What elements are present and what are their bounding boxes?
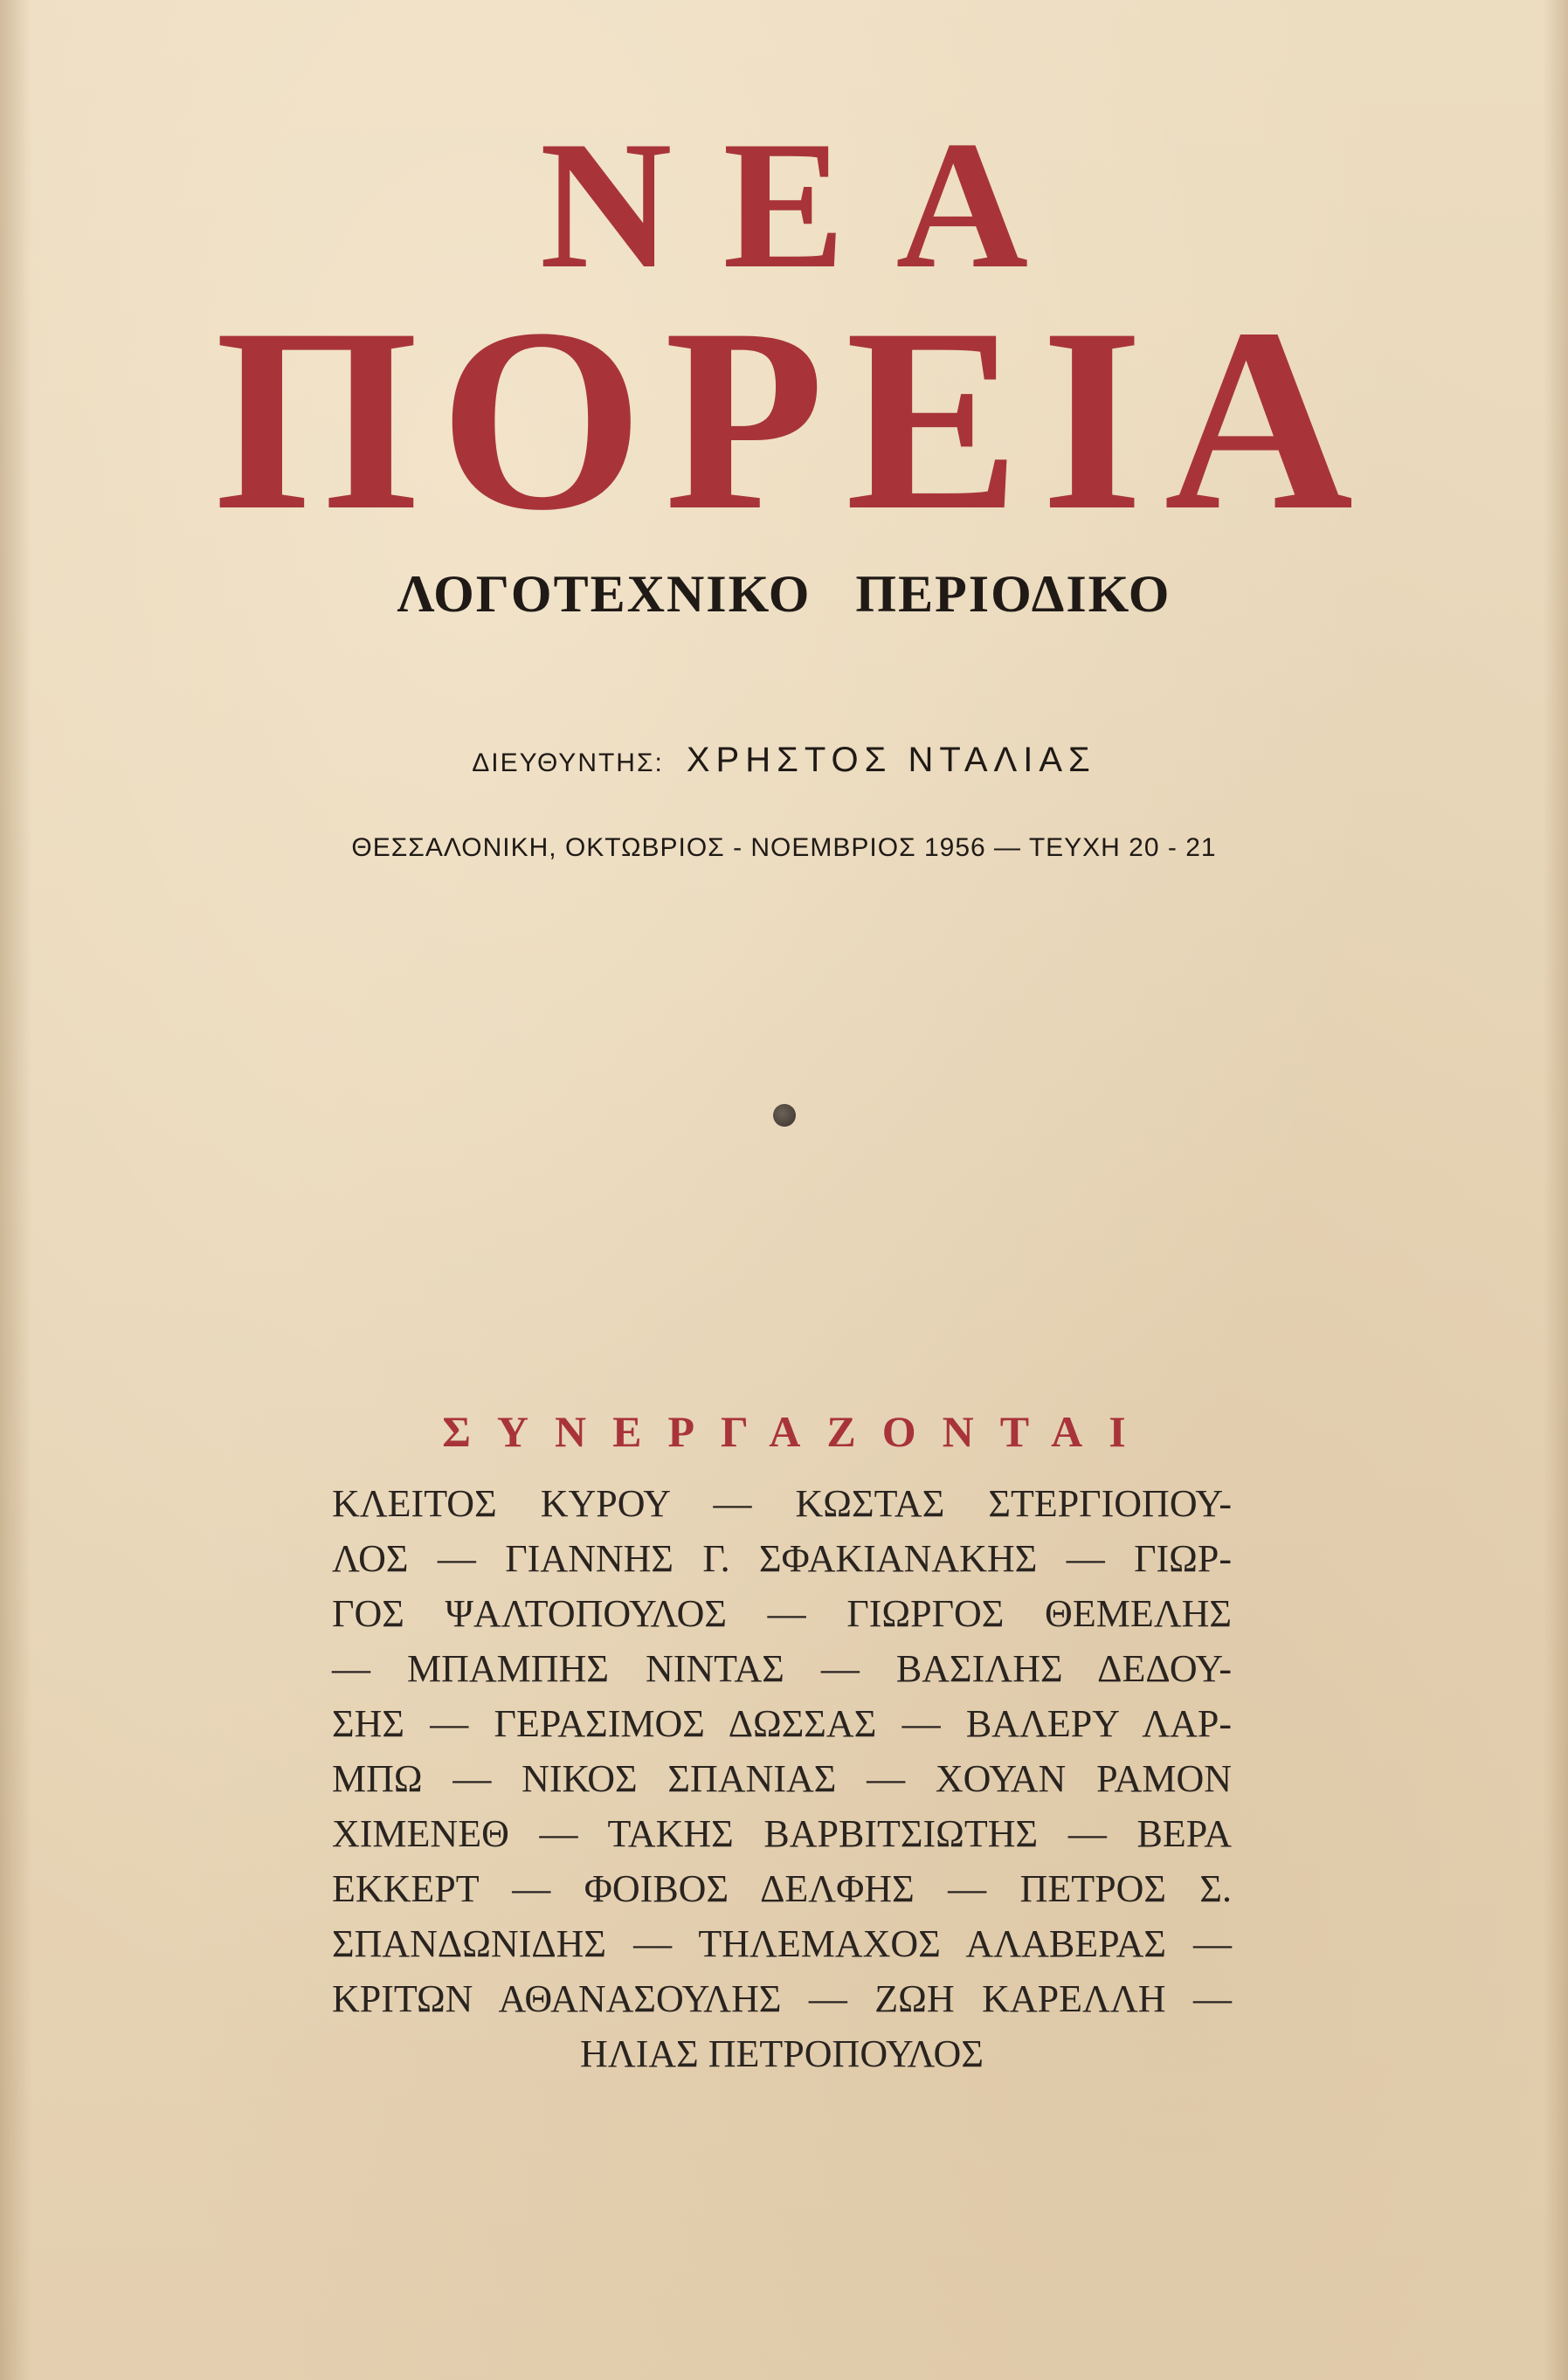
masthead-line-2: ΠΟΡΕΙΑ [214, 274, 1375, 564]
collaborators-line: ΕΚΚΕΡΤ — ΦΟΙΒΟΣ ΔΕΛΦΗΣ — ΠΕΤΡΟΣ Σ. [332, 1867, 1232, 1910]
collaborators-heading: ΣΥΝΕΡΓΑΖΟΝΤΑΙ [442, 1407, 1152, 1456]
collaborators-line: ΓΟΣ ΨΑΛΤΟΠΟΥΛΟΣ — ΓΙΩΡΓΟΣ ΘΕΜΕΛΗΣ [332, 1592, 1232, 1635]
magazine-subtitle: ΛΟΓΟΤΕΧΝΙΚΟ ΠΕΡΙΟΔΙΚΟ [397, 565, 1171, 623]
collaborators-line: ΚΡΙΤΩΝ ΑΘΑΝΑΣΟΥΛΗΣ — ΖΩΗ ΚΑΡΕΛΛΗ — [332, 1977, 1232, 2020]
director-label: ΔΙΕΥΘΥΝΤΗΣ: [472, 748, 664, 777]
director-line [0, 742, 1568, 777]
collaborators-line: ΗΛΙΑΣ ΠΕΤΡΟΠΟΥΛΟΣ [580, 2032, 984, 2075]
director-name: ΧΡΗΣΤΟΣ ΝΤΑΛΙΑΣ [686, 741, 1096, 779]
issue-dateline: ΘΕΣΣΑΛΟΝΙΚΗ, ΟΚΤΩΒΡΙΟΣ - ΝΟΕΜΒΡΙΟΣ 1956 — ΤΕΥΧΗ 20 - 21 [351, 833, 1217, 862]
masthead-line-1: ΝΕΑ [539, 104, 1080, 307]
dot-ornament-icon [773, 1104, 796, 1127]
collaborators-line: ΣΗΣ — ΓΕΡΑΣΙΜΟΣ ΔΩΣΣΑΣ — ΒΑΛΕΡΥ ΛΑΡ- [332, 1702, 1232, 1745]
collaborators-list [332, 1476, 1232, 2081]
collaborators-line: ΛΟΣ — ΓΙΑΝΝΗΣ Γ. ΣΦΑΚΙΑΝΑΚΗΣ — ΓΙΩΡ- [332, 1537, 1232, 1580]
collaborators-line: — ΜΠΑΜΠΗΣ ΝΙΝΤΑΣ — ΒΑΣΙΛΗΣ ΔΕΔΟΥ- [332, 1647, 1232, 1690]
collaborators-line: ΧΙΜΕΝΕΘ — ΤΑΚΗΣ ΒΑΡΒΙΤΣΙΩΤΗΣ — ΒΕΡΑ [332, 1812, 1232, 1855]
collaborators-line: ΣΠΑΝΔΩΝΙΔΗΣ — ΤΗΛΕΜΑΧΟΣ ΑΛΑΒΕΡΑΣ — [332, 1922, 1232, 1965]
collaborators-line: ΚΛΕΙΤΟΣ ΚΥΡΟΥ — ΚΩΣΤΑΣ ΣΤΕΡΓΙΟΠΟΥ- [332, 1482, 1232, 1525]
collaborators-line: ΜΠΩ — ΝΙΚΟΣ ΣΠΑΝΙΑΣ — ΧΟΥΑΝ ΡΑΜΟΝ [332, 1757, 1232, 1800]
